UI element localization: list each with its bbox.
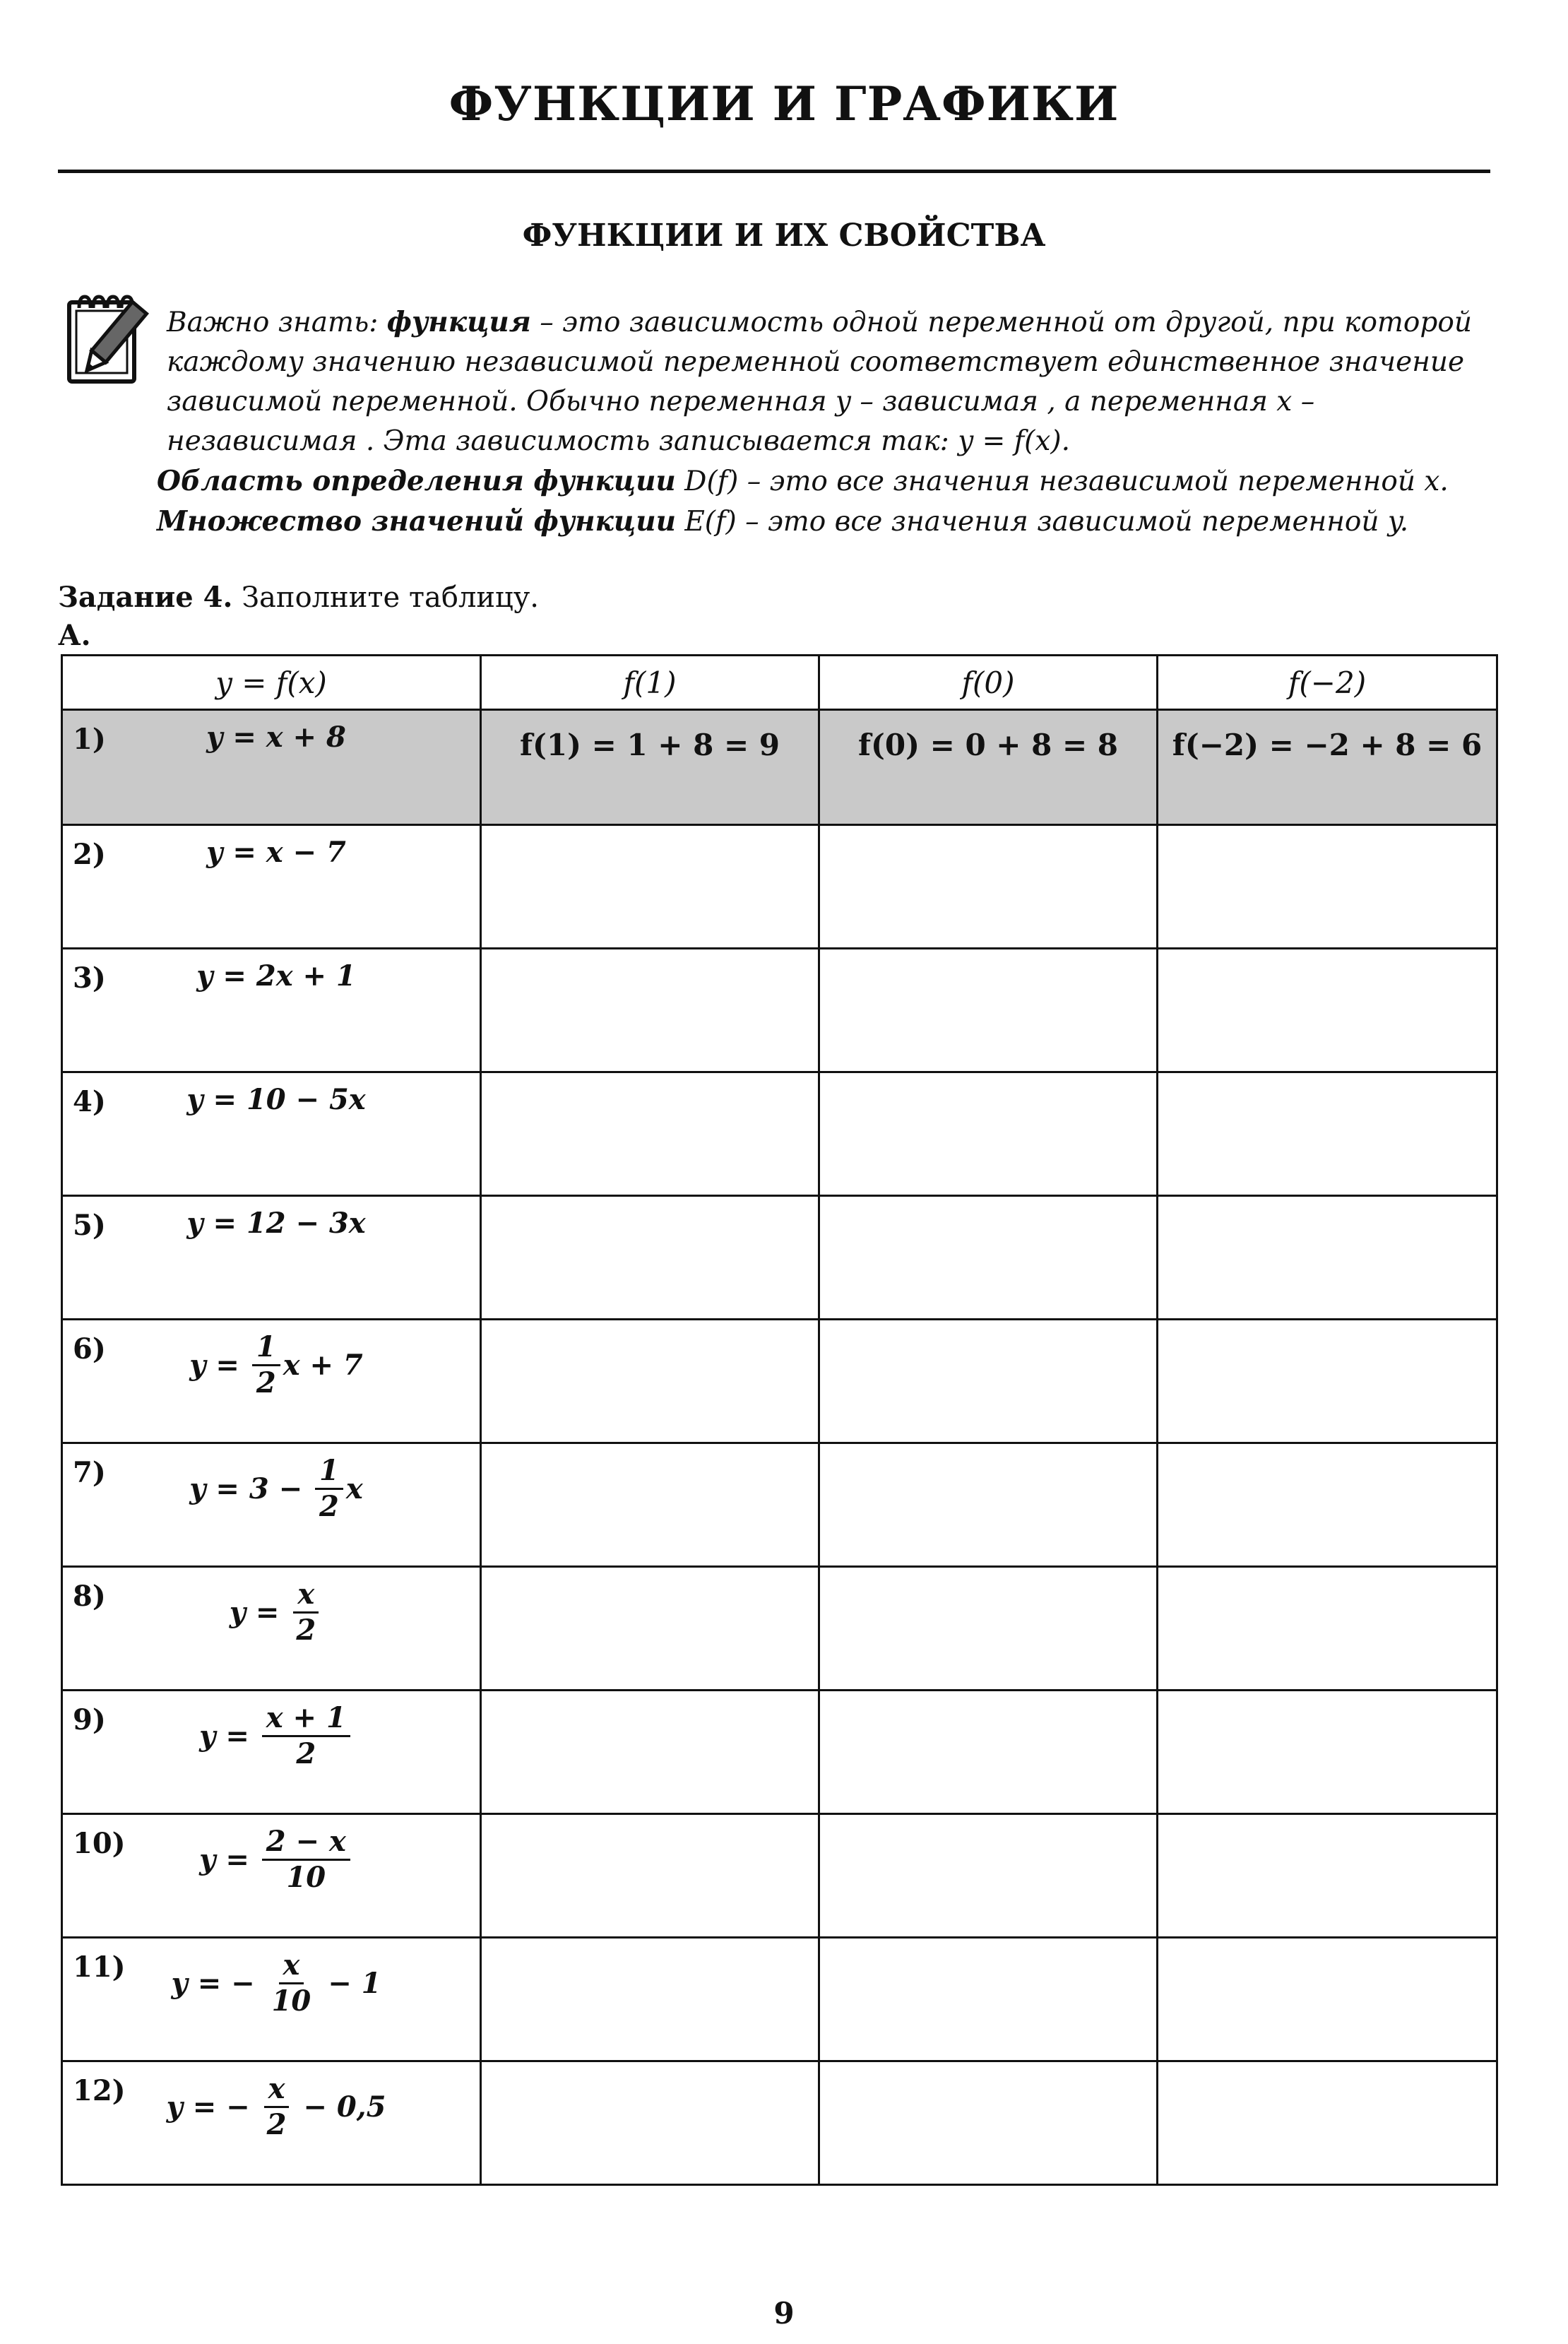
table-row <box>62 2061 1497 2185</box>
answer-cell-f1[interactable] <box>481 1072 819 1196</box>
example-f0-value: f(0) = 0 + 8 = 8 <box>857 728 1118 762</box>
function-cell <box>62 1443 481 1567</box>
answer-cell-f0[interactable] <box>819 1814 1158 1938</box>
answer-cell-f1[interactable] <box>481 949 819 1072</box>
row-number: 2) <box>73 838 106 871</box>
answer-cell-f0[interactable] <box>819 1938 1158 2061</box>
example-row <box>62 710 1497 825</box>
formula-suffix: x <box>345 1472 363 1505</box>
answer-cell-fm2[interactable] <box>1158 1320 1497 1443</box>
answer-cell-f1[interactable] <box>481 825 819 949</box>
function-cell <box>62 1938 481 2061</box>
table-header-row <box>62 656 1497 710</box>
answer-cell-f0[interactable] <box>819 1567 1158 1691</box>
function-table <box>61 654 1498 2186</box>
fraction-numerator: x <box>279 1948 304 1984</box>
table-row <box>62 825 1497 949</box>
fraction-denominator: 2 <box>266 2108 287 2141</box>
domain-definition <box>157 461 1497 502</box>
answer-cell-f1[interactable] <box>481 1938 819 2061</box>
answer-cell-f1[interactable] <box>481 1320 819 1443</box>
header-f1: f(1) <box>481 656 819 710</box>
function-formula <box>158 959 480 993</box>
notebook-pencil-icon <box>61 287 160 393</box>
range-term: Множество значений функции <box>157 505 676 538</box>
formula-prefix: y = − <box>166 2090 260 2124</box>
range-text: E(f) – это все значения зависимой переменной y. <box>675 506 1409 538</box>
row-number: 3) <box>73 961 106 995</box>
answer-cell-fm2[interactable] <box>1158 1443 1497 1567</box>
answer-cell-fm2[interactable] <box>1158 1567 1497 1691</box>
function-formula <box>158 1330 480 1400</box>
function-cell <box>62 1814 481 1938</box>
function-cell <box>62 1567 481 1691</box>
task-part: А. <box>58 619 91 652</box>
page-number: 9 <box>773 2296 795 2331</box>
answer-cell-f1[interactable] <box>481 1196 819 1320</box>
answer-cell-f1[interactable] <box>481 2061 819 2185</box>
answer-cell-f0[interactable] <box>819 825 1158 949</box>
table-row <box>62 1938 1497 2061</box>
table-row <box>62 1072 1497 1196</box>
range-definition <box>157 502 1497 542</box>
function-cell <box>62 2061 481 2185</box>
fraction-numerator: 1 <box>315 1454 343 1490</box>
domain-text: D(f) – это все значения независимой переменной x. <box>675 466 1449 497</box>
example-formula: y = x + 8 <box>206 721 346 754</box>
row-number: 9) <box>73 1703 106 1736</box>
fraction-numerator: 2 − x <box>262 1825 350 1861</box>
fraction-numerator: 1 <box>252 1330 280 1366</box>
fraction <box>252 1330 280 1400</box>
answer-cell-fm2[interactable] <box>1158 1072 1497 1196</box>
function-cell <box>62 1196 481 1320</box>
table-row <box>62 1320 1497 1443</box>
function-formula <box>158 1578 480 1647</box>
domain-term: Область определения функции <box>157 465 676 497</box>
function-cell <box>62 825 481 949</box>
formula-prefix: y = <box>229 1596 290 1629</box>
fraction-denominator: 2 <box>319 1490 339 1523</box>
formula-prefix: y = 3 − <box>189 1472 313 1505</box>
row-number: 11) <box>73 1951 126 1984</box>
answer-cell-f1[interactable] <box>481 1814 819 1938</box>
header-fm2: f(−2) <box>1158 656 1497 710</box>
function-cell <box>62 1691 481 1814</box>
note-text: – это зависимость одной переменной от другой, при которой каждому значению независимой переменной соответствует единственное значение зависимой переменной. Обычно переменная y – зависимая , а переменная x – независимая . Эта зависимость записывается так: y = f(x). <box>167 307 1472 457</box>
function-formula <box>158 836 480 869</box>
answer-cell-f1[interactable] <box>481 1691 819 1814</box>
formula-suffix: x + 7 <box>283 1349 363 1382</box>
answer-cell-f0[interactable] <box>819 949 1158 1072</box>
task-label: Задание 4. <box>58 581 233 614</box>
table-row <box>62 949 1497 1072</box>
formula-prefix: y = − <box>171 1967 265 2000</box>
formula-prefix: y = <box>199 1843 259 1876</box>
example-fm2-value: f(−2) = −2 + 8 = 6 <box>1172 728 1483 762</box>
task-heading <box>58 581 539 614</box>
example-f1-cell <box>481 710 819 825</box>
function-formula <box>158 2072 480 2142</box>
formula-prefix: y = <box>189 1349 249 1382</box>
fraction-denominator: 2 <box>256 1366 276 1399</box>
title-divider <box>58 170 1490 173</box>
fraction <box>268 1948 316 2018</box>
answer-cell-fm2[interactable] <box>1158 1691 1497 1814</box>
formula-text: y = 2x + 1 <box>196 959 356 993</box>
row-number: 7) <box>73 1456 106 1489</box>
section-title: ФУНКЦИИ И ИХ СВОЙСТВА <box>522 218 1046 254</box>
answer-cell-f0[interactable] <box>819 1443 1158 1567</box>
fraction-numerator: x <box>293 1578 319 1614</box>
formula-text: y = 10 − 5x <box>186 1083 366 1116</box>
fraction <box>262 1825 350 1895</box>
function-cell <box>62 949 481 1072</box>
fraction-denominator: 10 <box>271 1984 311 2018</box>
function-definition <box>167 302 1497 461</box>
table-row <box>62 1443 1497 1567</box>
function-cell <box>62 1320 481 1443</box>
example-f1-value: f(1) = 1 + 8 = 9 <box>519 728 780 762</box>
example-fm2-cell <box>1158 710 1497 825</box>
fraction-denominator: 2 <box>296 1614 316 1647</box>
answer-cell-f0[interactable] <box>819 1320 1158 1443</box>
answer-cell-fm2[interactable] <box>1158 1938 1497 2061</box>
answer-cell-fm2[interactable] <box>1158 2061 1497 2185</box>
row-number: 6) <box>73 1332 106 1366</box>
fraction <box>262 1701 350 1771</box>
formula-text: y = 12 − 3x <box>186 1207 366 1240</box>
row-number: 12) <box>73 2074 126 2107</box>
answer-cell-fm2[interactable] <box>1158 825 1497 949</box>
fraction-denominator: 10 <box>286 1861 326 1894</box>
formula-suffix: − 1 <box>318 1967 381 2000</box>
row-number: 5) <box>73 1209 106 1242</box>
fraction-numerator: x + 1 <box>262 1701 350 1737</box>
formula-text: y = x − 7 <box>206 836 346 869</box>
fraction <box>263 2072 291 2142</box>
table-row <box>62 1196 1497 1320</box>
task-instruction: Заполните таблицу. <box>232 581 539 614</box>
table-row <box>62 1691 1497 1814</box>
function-formula <box>158 1083 480 1116</box>
note-term: функция <box>386 306 531 338</box>
answer-cell-f1[interactable] <box>481 1567 819 1691</box>
important-note <box>157 302 1497 542</box>
answer-cell-f0[interactable] <box>819 1691 1158 1814</box>
row-number: 10) <box>73 1827 126 1860</box>
example-function-cell <box>62 710 481 825</box>
answer-cell-f0[interactable] <box>819 1196 1158 1320</box>
answer-cell-f1[interactable] <box>481 1443 819 1567</box>
answer-cell-f0[interactable] <box>819 1072 1158 1196</box>
fraction <box>292 1578 320 1647</box>
fraction-numerator: x <box>264 2072 290 2108</box>
function-formula <box>158 1454 480 1524</box>
row-number: 1) <box>73 723 106 756</box>
answer-cell-fm2[interactable] <box>1158 949 1497 1072</box>
formula-suffix: − 0,5 <box>293 2090 386 2124</box>
row-number: 8) <box>73 1580 106 1613</box>
function-cell <box>62 1072 481 1196</box>
table-row <box>62 1814 1497 1938</box>
fraction <box>315 1454 343 1524</box>
note-label: Важно знать: <box>167 307 379 338</box>
answer-cell-f0[interactable] <box>819 2061 1158 2185</box>
function-formula <box>158 1701 480 1771</box>
formula-prefix: y = <box>199 1719 259 1753</box>
function-formula <box>158 1825 480 1895</box>
header-f0: f(0) <box>819 656 1158 710</box>
example-f0-cell <box>819 710 1158 825</box>
page-title: ФУНКЦИИ И ГРАФИКИ <box>449 76 1119 131</box>
answer-cell-fm2[interactable] <box>1158 1196 1497 1320</box>
function-formula <box>158 1207 480 1240</box>
answer-cell-fm2[interactable] <box>1158 1814 1497 1938</box>
function-formula <box>158 1948 480 2018</box>
table-row <box>62 1567 1497 1691</box>
row-number: 4) <box>73 1085 106 1118</box>
fraction-denominator: 2 <box>296 1737 316 1770</box>
header-function: y = f(x) <box>62 656 481 710</box>
